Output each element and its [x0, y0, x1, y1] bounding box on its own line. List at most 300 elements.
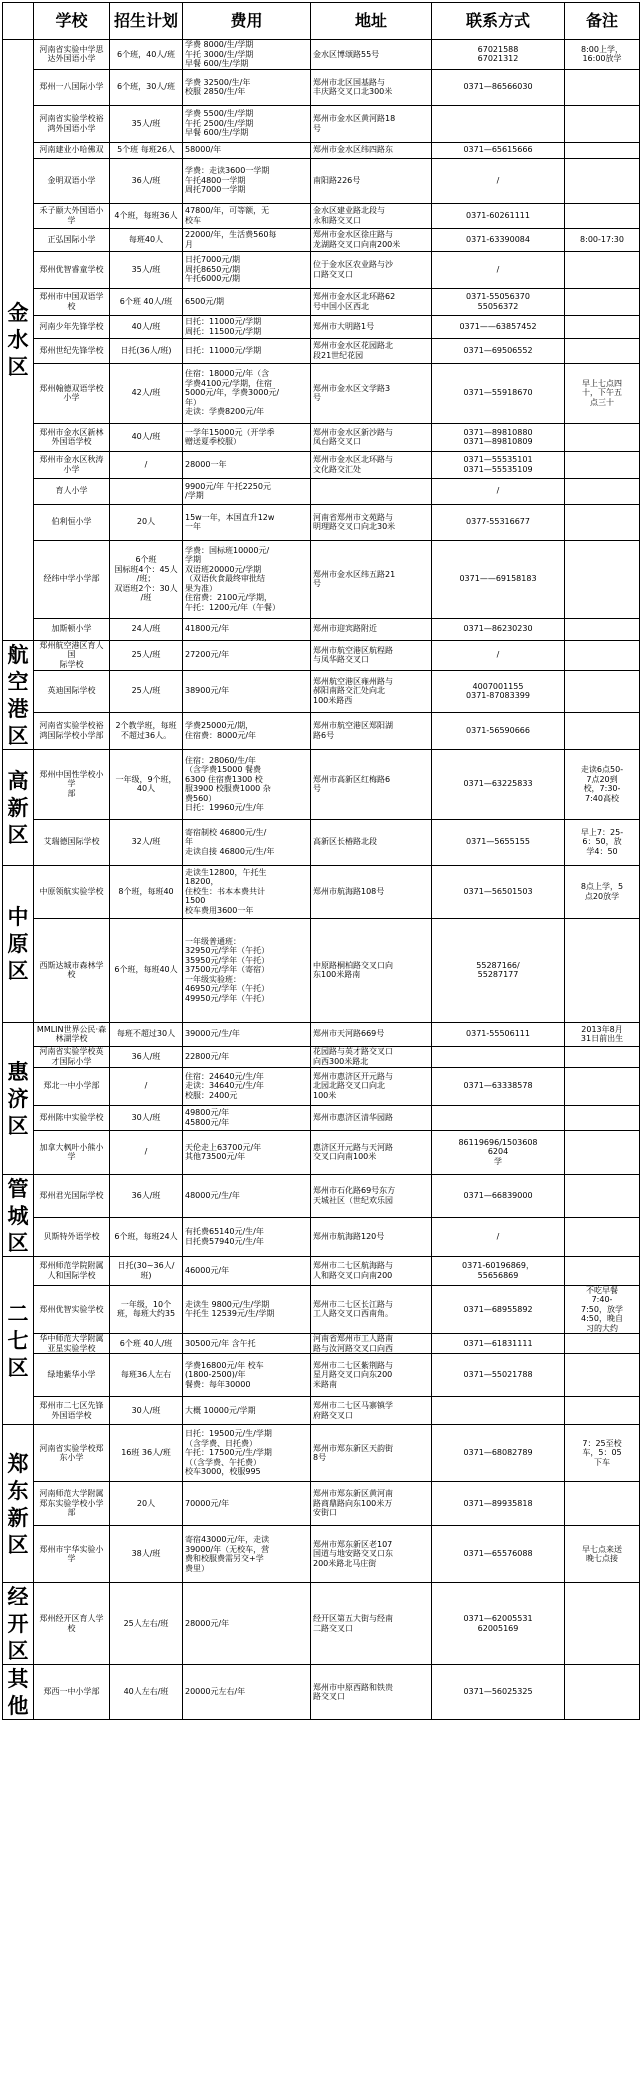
- school-name-cell: 河南省实验学校裕 鸿国际学校小学部: [34, 712, 110, 749]
- enrollment-plan-cell: 16班 36人/班: [110, 1425, 183, 1482]
- table-row: [3, 1130, 640, 1174]
- table-row: [3, 69, 640, 105]
- enrollment-plan-cell: 日托(36人/班): [110, 338, 183, 363]
- school-name-cell: 河南师范大学附属 郑东实验学校小学 部: [34, 1482, 110, 1526]
- school-name-cell: 绿地紫华小学: [34, 1354, 110, 1397]
- header-row: [3, 3, 640, 40]
- fee-cell: 寄宿制校 46800元/生/ 年 走读自接 46800元/生/年: [183, 819, 311, 865]
- note-cell: [565, 1354, 640, 1397]
- school-name-cell: 郑州优智实验学校: [34, 1285, 110, 1334]
- table-row: [3, 1526, 640, 1583]
- enrollment-plan-cell: 2个教学班，每班 不超过36人。: [110, 712, 183, 749]
- school-name-cell: 郑州一八国际小学: [34, 69, 110, 105]
- fee-cell: 58000/年: [183, 142, 311, 158]
- note-cell: [565, 158, 640, 203]
- address-cell: 郑州市天河路669号: [311, 1022, 432, 1046]
- fee-cell: 22000/年，生活费560每 月: [183, 228, 311, 251]
- address-cell: 郑州市迎宾路附近: [311, 618, 432, 640]
- note-cell: [565, 451, 640, 478]
- table-row: [3, 819, 640, 865]
- fee-cell: 有托费65140元/生/年 日托费57940元/生/年: [183, 1218, 311, 1256]
- table-row: [3, 40, 640, 70]
- enrollment-plan-cell: 30人/班: [110, 1105, 183, 1130]
- note-cell: [565, 712, 640, 749]
- school-name-cell: 伯利恒小学: [34, 504, 110, 540]
- school-name-cell: 河南建业小哈佛双: [34, 142, 110, 158]
- school-name-cell: 郑州市宇华实验小 学: [34, 1526, 110, 1583]
- contact-cell: 0371—56025325: [432, 1665, 565, 1720]
- fee-cell: 日托7000元/期 周托8650元/期 午托6000元/期: [183, 251, 311, 288]
- note-cell: [565, 338, 640, 363]
- enrollment-plan-cell: 36人/班: [110, 1046, 183, 1067]
- contact-cell: 0371—55535101 0371—55535109: [432, 451, 565, 478]
- contact-cell: 0371—61831111: [432, 1334, 565, 1354]
- note-cell: 8:00-17:30: [565, 228, 640, 251]
- fee-cell: 30500元/年 含午托: [183, 1334, 311, 1354]
- fee-cell: 70000元/年: [183, 1482, 311, 1526]
- enrollment-plan-cell: 6个班，40人/班: [110, 40, 183, 70]
- fee-cell: 学费 8000/生/学期 午托 3000/生/学期 早餐 600/生/学期: [183, 40, 311, 70]
- school-name-cell: 华中师范大学附属 亚星实验学校: [34, 1334, 110, 1354]
- table-row: [3, 203, 640, 228]
- note-cell: [565, 1105, 640, 1130]
- table-row: [3, 1022, 640, 1046]
- address-cell: 郑州市航空港区郑阳湖 路6号: [311, 712, 432, 749]
- note-cell: [565, 1067, 640, 1105]
- enrollment-plan-cell: [110, 478, 183, 504]
- contact-cell: /: [432, 1218, 565, 1256]
- table-row: [3, 1354, 640, 1397]
- enrollment-plan-cell: 一年级，10个 班，每班大约35: [110, 1285, 183, 1334]
- note-cell: [565, 1583, 640, 1665]
- contact-cell: 0371—65576088: [432, 1526, 565, 1583]
- district-cell: 郑 东 新 区: [3, 1425, 34, 1583]
- contact-cell: 0371—66839000: [432, 1174, 565, 1218]
- table-row: [3, 1665, 640, 1720]
- table-row: [3, 1105, 640, 1130]
- address-cell: 郑州市金水区花园路北 段21世纪花园: [311, 338, 432, 363]
- address-cell: 郑州市金水区北环路62 号中国小区西北: [311, 288, 432, 315]
- note-cell: [565, 69, 640, 105]
- table-row: [3, 478, 640, 504]
- table-row: [3, 1067, 640, 1105]
- school-name-cell: 禾子颐大外国语小学: [34, 203, 110, 228]
- school-name-cell: 郑州翰德双语学校 小学: [34, 363, 110, 423]
- school-name-cell: 郑北一中小学部: [34, 1067, 110, 1105]
- address-cell: 郑州市航海路120号: [311, 1218, 432, 1256]
- fee-cell: 46000元/年: [183, 1256, 311, 1285]
- school-name-cell: 郑西一中小学部: [34, 1665, 110, 1720]
- school-name-cell: 金明双语小学: [34, 158, 110, 203]
- fee-cell: 38900元/年: [183, 670, 311, 712]
- contact-cell: [432, 1046, 565, 1067]
- address-cell: 郑州市石化路69号东方 天城社区（世纪欢乐园: [311, 1174, 432, 1218]
- address-cell: 郑州市郑东新区老107 国道与地安路交叉口东 200米路北马庄街: [311, 1526, 432, 1583]
- table-row: [3, 251, 640, 288]
- address-cell: 郑州市二七区长江路与 工人路交叉口西南角。: [311, 1285, 432, 1334]
- fee-cell: 41800元/年: [183, 618, 311, 640]
- contact-cell: 0371-56590666: [432, 712, 565, 749]
- address-cell: 郑州市航空港区航程路 与凤华路交叉口: [311, 640, 432, 670]
- school-name-cell: 育人小学: [34, 478, 110, 504]
- enrollment-plan-cell: 30人/班: [110, 1397, 183, 1425]
- district-cell: 其 他: [3, 1665, 34, 1720]
- address-cell: 郑州市航海路108号: [311, 865, 432, 918]
- address-cell: 河南省郑州市文苑路与 明理路交叉口向北30米: [311, 504, 432, 540]
- fee-cell: 走读生12800，午托生 18200， 住校生：书本本费共计 1500 校车费用3600一年: [183, 865, 311, 918]
- note-cell: [565, 918, 640, 1022]
- fee-cell: 15w一年，本国直升12w 一年: [183, 504, 311, 540]
- district-cell: 管 城 区: [3, 1174, 34, 1256]
- contact-cell: 0371—63338578: [432, 1067, 565, 1105]
- enrollment-plan-cell: 6个班 40人/班: [110, 288, 183, 315]
- table-row: [3, 142, 640, 158]
- contact-cell: 67021588 67021312: [432, 40, 565, 70]
- note-cell: [565, 618, 640, 640]
- enrollment-plan-cell: 8个班，每班40: [110, 865, 183, 918]
- address-cell: 郑州市金水区徐庄路与 龙湖路交叉口向南200米: [311, 228, 432, 251]
- school-admissions-table: [2, 2, 640, 1720]
- header-cell-district: [3, 3, 34, 40]
- district-cell: 金 水 区: [3, 40, 34, 641]
- contact-cell: 0371——63857452: [432, 315, 565, 338]
- contact-cell: 0371—86566030: [432, 69, 565, 105]
- table-row: [3, 158, 640, 203]
- note-cell: [565, 1482, 640, 1526]
- table-row: [3, 749, 640, 819]
- table-row: [3, 865, 640, 918]
- note-cell: 早上七点四 十，下午五 点三十: [565, 363, 640, 423]
- note-cell: 2013年8月 31日前出生: [565, 1022, 640, 1046]
- table-body: [3, 40, 640, 1720]
- enrollment-plan-cell: 24人/班: [110, 618, 183, 640]
- school-name-cell: MMLIN世界公民·森 林湖学校: [34, 1022, 110, 1046]
- enrollment-plan-cell: 20人: [110, 1482, 183, 1526]
- address-cell: 中原路桐柏路交叉口向 东100米路南: [311, 918, 432, 1022]
- header-cell-address: 地址: [311, 3, 432, 40]
- fee-cell: 学费：走读3600一学期 午托4800一学期 周托7000一学期: [183, 158, 311, 203]
- school-name-cell: 艾瑞德国际学校: [34, 819, 110, 865]
- enrollment-plan-cell: 6个班 40人/班: [110, 1334, 183, 1354]
- contact-cell: 0371-60196869， 55656869: [432, 1256, 565, 1285]
- table-row: [3, 1218, 640, 1256]
- header-cell-contact: 联系方式: [432, 3, 565, 40]
- address-cell: 郑州市惠济区清华园路: [311, 1105, 432, 1130]
- fee-cell: 22800元/年: [183, 1046, 311, 1067]
- contact-cell: [432, 1105, 565, 1130]
- school-name-cell: 郑州经开区育人学 校: [34, 1583, 110, 1665]
- contact-cell: 0371——69158183: [432, 540, 565, 618]
- note-cell: [565, 670, 640, 712]
- enrollment-plan-cell: 40人/班: [110, 315, 183, 338]
- school-name-cell: 经纬中学小学部: [34, 540, 110, 618]
- note-cell: [565, 1130, 640, 1174]
- fee-cell: 20000元左右/年: [183, 1665, 311, 1720]
- address-cell: 郑州市金水区纬四路东: [311, 142, 432, 158]
- enrollment-plan-cell: 6个班，每班40人: [110, 918, 183, 1022]
- table-row: [3, 670, 640, 712]
- note-cell: [565, 540, 640, 618]
- school-name-cell: 郑州市金水区新林 外国语学校: [34, 423, 110, 451]
- note-cell: 8:00上学， 16:00放学: [565, 40, 640, 70]
- note-cell: 早上7：25- 6：50，放 学4：50: [565, 819, 640, 865]
- note-cell: [565, 288, 640, 315]
- enrollment-plan-cell: 每班36人左右: [110, 1354, 183, 1397]
- school-name-cell: 河南少年先锋学校: [34, 315, 110, 338]
- fee-cell: 6500元/期: [183, 288, 311, 315]
- contact-cell: 0371—55918670: [432, 363, 565, 423]
- contact-cell: 0371—68955892: [432, 1285, 565, 1334]
- fee-cell: 一年级普通班： 32950元/学年（午托） 35950元/学年（午托） 37500元/学年（寄宿） 一年级实验班： 46950元/学年（午托） 49950元/学年（午托）: [183, 918, 311, 1022]
- contact-cell: 0371—89810880 0371—89810809: [432, 423, 565, 451]
- enrollment-plan-cell: 42人/班: [110, 363, 183, 423]
- contact-cell: /: [432, 478, 565, 504]
- enrollment-plan-cell: 6个班，30人/班: [110, 69, 183, 105]
- note-cell: [565, 142, 640, 158]
- enrollment-plan-cell: 35人/班: [110, 251, 183, 288]
- fee-cell: 47800/年，可等额，无 校车: [183, 203, 311, 228]
- address-cell: 河南省郑州市工人路南 路与汝河路交叉口向西: [311, 1334, 432, 1354]
- table-row: [3, 640, 640, 670]
- note-cell: [565, 1334, 640, 1354]
- district-cell: 高 新 区: [3, 749, 34, 865]
- enrollment-plan-cell: /: [110, 1067, 183, 1105]
- note-cell: 早七点来送 晚七点接: [565, 1526, 640, 1583]
- school-name-cell: 贝斯特外语学校: [34, 1218, 110, 1256]
- school-name-cell: 河南省实验学校英 才国际小学: [34, 1046, 110, 1067]
- note-cell: 8点上学，5 点20放学: [565, 865, 640, 918]
- school-name-cell: 河南省实验中学思 达外国语小学: [34, 40, 110, 70]
- note-cell: [565, 1397, 640, 1425]
- school-name-cell: 加斯顿小学: [34, 618, 110, 640]
- fee-cell: 9900元/年 午托2250元 /学期: [183, 478, 311, 504]
- contact-cell: 0371—62005531 62005169: [432, 1583, 565, 1665]
- school-name-cell: 郑州世纪先锋学校: [34, 338, 110, 363]
- note-cell: [565, 640, 640, 670]
- fee-cell: 48000元/生/年: [183, 1174, 311, 1218]
- table-row: [3, 1583, 640, 1665]
- fee-cell: 走读生 9800元/生/学期 午托生 12539元/生/学期: [183, 1285, 311, 1334]
- contact-cell: 0371—56501503: [432, 865, 565, 918]
- enrollment-plan-cell: /: [110, 1130, 183, 1174]
- contact-cell: 0371—5655155: [432, 819, 565, 865]
- table-row: [3, 1174, 640, 1218]
- table-row: [3, 1256, 640, 1285]
- fee-cell: 28000元/年: [183, 1583, 311, 1665]
- address-cell: 郑州市金水区文学路3 号: [311, 363, 432, 423]
- address-cell: 郑州市二七区马寨镇学 府路交叉口: [311, 1397, 432, 1425]
- note-cell: [565, 1665, 640, 1720]
- fee-cell: 学费16800元/年 校车 (1800-2500)/年 餐费：每年30000: [183, 1354, 311, 1397]
- table-row: [3, 338, 640, 363]
- table-row: [3, 1482, 640, 1526]
- note-cell: 不吃早餐 7:40- 7:50，放学 4:50，晚自 习的大约: [565, 1285, 640, 1334]
- address-cell: 郑州市金水区新沙路与 凤台路交叉口: [311, 423, 432, 451]
- address-cell: 郑州市金水区北环路与 文化路交汇处: [311, 451, 432, 478]
- contact-cell: [432, 105, 565, 142]
- address-cell: 金水区建业路北段与 永和路交叉口: [311, 203, 432, 228]
- contact-cell: 0371—89935818: [432, 1482, 565, 1526]
- enrollment-plan-cell: 40人左右/班: [110, 1665, 183, 1720]
- contact-cell: 0371-63390084: [432, 228, 565, 251]
- enrollment-plan-cell: 40人/班: [110, 423, 183, 451]
- table-row: [3, 540, 640, 618]
- school-name-cell: 郑州中国性学校小学 部: [34, 749, 110, 819]
- table-row: [3, 423, 640, 451]
- fee-cell: 学费 5500/生/学期 午托 2500/生/学期 早餐 600/生/学期: [183, 105, 311, 142]
- header-cell-note: 备注: [565, 3, 640, 40]
- address-cell: 金水区博颂路55号: [311, 40, 432, 70]
- enrollment-plan-cell: 每班不超过30人: [110, 1022, 183, 1046]
- contact-cell: /: [432, 640, 565, 670]
- enrollment-plan-cell: 4个班，每班36人: [110, 203, 183, 228]
- table-row: [3, 288, 640, 315]
- fee-cell: 寄宿43000元/年，走读 39000/年（无校车，营 费和校服费需另交+学 费里）: [183, 1526, 311, 1583]
- table-row: [3, 504, 640, 540]
- note-cell: 走读6点50- 7点20到 校，7:30- 7:40高校: [565, 749, 640, 819]
- note-cell: [565, 1256, 640, 1285]
- district-cell: 经 开 区: [3, 1583, 34, 1665]
- fee-cell: 住宿：24640元/生/年 走读：34640元/生/年 校服：2400元: [183, 1067, 311, 1105]
- address-cell: 位于金水区农业路与沙 口路交叉口: [311, 251, 432, 288]
- enrollment-plan-cell: 36人/班: [110, 158, 183, 203]
- note-cell: [565, 423, 640, 451]
- school-name-cell: 河南省实验学校郑 东小学: [34, 1425, 110, 1482]
- address-cell: 郑州市二七区航海路与 人和路交叉口向南200: [311, 1256, 432, 1285]
- fee-cell: 住宿：18000元/年（含 学费4100元/学期，住宿 5000元/年，学费3000元/ 年） 走读：学费8200元/年: [183, 363, 311, 423]
- enrollment-plan-cell: 一年级，9个班， 40人: [110, 749, 183, 819]
- enrollment-plan-cell: 6个班 国标班4个：45人 /班； 双语班2个：30人 /班: [110, 540, 183, 618]
- school-name-cell: 加拿大枫叶小熊小 学: [34, 1130, 110, 1174]
- table-row: [3, 618, 640, 640]
- table-row: [3, 1334, 640, 1354]
- table-row: [3, 918, 640, 1022]
- enrollment-plan-cell: 25人/班: [110, 640, 183, 670]
- fee-cell: 一学年15000元（开学季 赠送夏季校服）: [183, 423, 311, 451]
- contact-cell: 0377-55316677: [432, 504, 565, 540]
- address-cell: 经开区第五大街与经南 二路交叉口: [311, 1583, 432, 1665]
- school-name-cell: 郑州陈中实验学校: [34, 1105, 110, 1130]
- contact-cell: 0371—68082789: [432, 1425, 565, 1482]
- enrollment-plan-cell: 日托(30~36人/ 班): [110, 1256, 183, 1285]
- enrollment-plan-cell: 25人左右/班: [110, 1583, 183, 1665]
- school-name-cell: 郑州航空港区育人国 际学校: [34, 640, 110, 670]
- contact-cell: 0371—55021788: [432, 1354, 565, 1397]
- address-cell: 郑州航空港区雍州路与 郝阳南路交汇处向北 100米路西: [311, 670, 432, 712]
- enrollment-plan-cell: 每班40人: [110, 228, 183, 251]
- contact-cell: [432, 1397, 565, 1425]
- contact-cell: 55287166/ 55287177: [432, 918, 565, 1022]
- table-row: [3, 712, 640, 749]
- fee-cell: 学费 32500/生/年 校服 2850/生/年: [183, 69, 311, 105]
- fee-cell: 天伦走上63700元/年 其他73500元/年: [183, 1130, 311, 1174]
- school-name-cell: 郑州市金水区秋涛 小学: [34, 451, 110, 478]
- contact-cell: 4007001155 0371-87083399: [432, 670, 565, 712]
- table-row: [3, 1425, 640, 1482]
- note-cell: [565, 105, 640, 142]
- district-cell: 中 原 区: [3, 865, 34, 1022]
- school-name-cell: 郑州市二七区先锋 外国语学校: [34, 1397, 110, 1425]
- school-name-cell: 河南省实验学校裕 鸿外国语小学: [34, 105, 110, 142]
- contact-cell: /: [432, 158, 565, 203]
- enrollment-plan-cell: 35人/班: [110, 105, 183, 142]
- school-name-cell: 郑州师范学院附属 人和国际学校: [34, 1256, 110, 1285]
- enrollment-plan-cell: 5个班 每班26人: [110, 142, 183, 158]
- school-name-cell: 郑州君光国际学校: [34, 1174, 110, 1218]
- table-row: [3, 451, 640, 478]
- enrollment-plan-cell: 36人/班: [110, 1174, 183, 1218]
- table-row: [3, 363, 640, 423]
- note-cell: [565, 203, 640, 228]
- enrollment-plan-cell: /: [110, 451, 183, 478]
- table-row: [3, 105, 640, 142]
- district-cell: 二 七 区: [3, 1256, 34, 1425]
- contact-cell: 0371—63225833: [432, 749, 565, 819]
- fee-cell: 学费：国标班10000元/ 学期 双语班20000元/学期 （双语伙食最终审批结 果为准） 住宿费：2100元/学期， 午托：1200元/年（午餐）: [183, 540, 311, 618]
- fee-cell: 住宿：28060/生/年 （含学费15000 餐费 6300 住宿费1300 校 服3900 校服费1000 杂 费560） 日托：19960元/生/年: [183, 749, 311, 819]
- header-cell-fee: 费用: [183, 3, 311, 40]
- contact-cell: /: [432, 251, 565, 288]
- district-cell: 惠 济 区: [3, 1022, 34, 1174]
- fee-cell: 大概 10000元/学期: [183, 1397, 311, 1425]
- address-cell: 郑州市郑东新区黄河南 路商鼎路向东100米万 安街口: [311, 1482, 432, 1526]
- enrollment-plan-cell: 38人/班: [110, 1526, 183, 1583]
- district-cell: 航 空 港 区: [3, 640, 34, 749]
- address-cell: 郑州市金水区纬五路21 号: [311, 540, 432, 618]
- fee-cell: 28000一年: [183, 451, 311, 478]
- address-cell: 郑州市高新区红梅路6 号: [311, 749, 432, 819]
- fee-cell: 39000元/生/年: [183, 1022, 311, 1046]
- address-cell: 南阳路226号: [311, 158, 432, 203]
- note-cell: [565, 478, 640, 504]
- school-name-cell: 正弘国际小学: [34, 228, 110, 251]
- note-cell: [565, 315, 640, 338]
- fee-cell: 49800元/年 45800元/年: [183, 1105, 311, 1130]
- address-cell: 郑州市北区国基路与 丰庆路交叉口北300米: [311, 69, 432, 105]
- address-cell: 郑州市中原西路和铁贵 路交叉口: [311, 1665, 432, 1720]
- header-cell-school: 学校: [34, 3, 110, 40]
- address-cell: 郑州市二七区紫荆路与 星月路交叉口向东200 米路南: [311, 1354, 432, 1397]
- note-cell: 7：25至校 车，5：05 下车: [565, 1425, 640, 1482]
- fee-cell: 27200元/年: [183, 640, 311, 670]
- table-row: [3, 1046, 640, 1067]
- fee-cell: 日托：11000元/学期 周托：11500元/学期: [183, 315, 311, 338]
- note-cell: [565, 1218, 640, 1256]
- address-cell: 惠济区开元路与天河路 交叉口向南100米: [311, 1130, 432, 1174]
- contact-cell: 0371-55506111: [432, 1022, 565, 1046]
- contact-cell: 0371—86230230: [432, 618, 565, 640]
- school-name-cell: 郑州市中国双语学 校: [34, 288, 110, 315]
- fee-cell: 学费25000元/期， 住宿费：8000元/年: [183, 712, 311, 749]
- school-name-cell: 英迪国际学校: [34, 670, 110, 712]
- enrollment-plan-cell: 20人: [110, 504, 183, 540]
- table-row: [3, 1397, 640, 1425]
- fee-cell: 日托：19500元/生/学期 （含学费、日托费） 午托：17500元/生/学期 （（含学费、午托费） 校车3000，校服995: [183, 1425, 311, 1482]
- address-cell: 郑州市金水区黄河路18 号: [311, 105, 432, 142]
- school-name-cell: 郑州优智睿童学校: [34, 251, 110, 288]
- enrollment-plan-cell: 6个班，每班24人: [110, 1218, 183, 1256]
- note-cell: [565, 1046, 640, 1067]
- note-cell: [565, 251, 640, 288]
- note-cell: [565, 504, 640, 540]
- contact-cell: 0371-55056370 55056372: [432, 288, 565, 315]
- address-cell: 高新区长椿路北段: [311, 819, 432, 865]
- table-row: [3, 1285, 640, 1334]
- contact-cell: 0371-60261111: [432, 203, 565, 228]
- contact-cell: 86119696/1503608 6204 学: [432, 1130, 565, 1174]
- header-cell-plan: 招生计划: [110, 3, 183, 40]
- enrollment-plan-cell: 32人/班: [110, 819, 183, 865]
